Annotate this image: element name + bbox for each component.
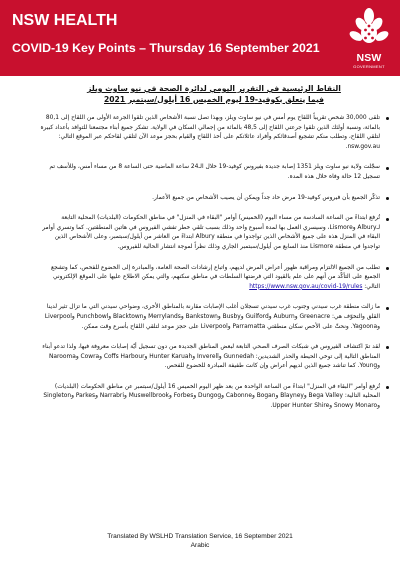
key-point-text: تطلب من الجميع الالتزام ومراقبة ظهور أعراض المرض لديهم، واتباع إرشادات الصحة العامة، والمبادرة إلى الخضوع للفحص، كما وتشجع الجميع على التأكّد من أنهم على علم بالقيود التي فرضتها السلطات في مناطق سكنهم، والتي يمكن الاطلاع عليها على الموقع الإلكتروني التالي: <box>51 264 380 290</box>
waratah-icon <box>347 6 391 52</box>
header-title: NSW HEALTH <box>12 12 118 29</box>
key-point-with-link <box>38 264 380 293</box>
key-point: سجّلت ولاية نيو ساوث ويلز 1351 إصابة جديدة بفيروس كوفيد-19 خلال الـ24 ساعة الماضية حتى الساعة 8 من مساء أمس، وللأسف تم تسجيل 12 حالة وفاة خلال هذه المدة. <box>38 163 380 182</box>
language-label: Arabic <box>190 541 210 549</box>
key-point: تذكّر الجميع بأن فيروس كوفيد-19 مرض حاد جداً ويمكن أن يصيب الأشخاص من جميع الأعمار. <box>38 194 380 204</box>
key-point: تُرفع أوامر "البقاء في المنزل" ابتداءً من الساعة الواحدة من بعد ظهر اليوم الخميس 16 أيلول/سبتمبر عن مناطق الحكومات (البلديات) المحلية التالية: Bega Valley وBlayney وBogan وCabonne وDungog وForbes وMuswellbrook وNarrabri وParkes وSingleton وSnowy Monaro وUpper Hunter Shire. <box>38 383 380 412</box>
header-banner <box>0 0 400 76</box>
footer <box>0 533 400 550</box>
document-title-line-2: فيما يتعلق بكوفيد-19 ليوم الخميس 16 أيلول/سبتمبر 2021 <box>103 94 325 104</box>
document-title-line-1: النقاط الرئيسية في التقرير اليومي لدائرة الصحة في نيو ساوث ويلز <box>87 84 341 93</box>
document-body <box>38 84 390 423</box>
logo-wordmark: NSW <box>356 52 382 64</box>
rules-link[interactable]: https://www.nsw.gov.au/covid-19/rules <box>249 283 363 290</box>
translation-credit: Translated By WSLHD Translation Service, 16 September 2021 <box>107 533 293 540</box>
key-point: ما زالت منطقة غرب سيدني وجنوب غرب سيدني تسجلان أغلب الإصابات مقارنة بالمناطق الأخرى، وضواحي سيدني التي ما تزال تثير لدينا القلق والتخوّف هي: Greenacre وAuburn وGuilford وBusby وBankstown وMerrylands وBlacktown وPunchbowl وLiverpool وYagoona. ونحثّ على الأخص سكان منطقتي Parramatta وLiverpool على حجز موعد لتلقي اللقاح بأسرع وقت ممكن. <box>38 303 380 332</box>
document-title <box>38 84 390 105</box>
key-point: تُرفع ابتداءً من الساعة السادسة من مساء اليوم (الخميس) أوامر "البقاء في المنزل" في مناطق الحكومات (البلديات) المحلية التابعة لـAlbury وLismore، وسيسري العمل بها لمدة أسبوع واحد وذلك بسبب تلقي خطر تفشي الفيروس في هاتين المنطقتين. كما وتسري أوامر البقاء في المنزل هذه على جميع الأشخاص الذين تواجدوا في منطقة Albury ابتداءً من العاشر من أيلول/سبتمبر، وعلى الأشخاص الذين تواجدوا في منطقة Lismore منذ السابع من أيلول/سبتمبر الجاري وذلك نظراً لموجة انتشار الحالية للفيروس. <box>38 214 380 252</box>
key-points-list <box>38 114 390 412</box>
key-point: تلقى 30,000 شخص تقريباً اللقاح يوم أمس في نيو ساوث ويلز، وبهذا تصل نسبة الأشخاص الذين تلقوا الجرعة الأولى من اللقاح إلى 80,1 بالمائة، ونسبة أولئك الذين تلقوا جرعتي اللقاح إلى 48,5 بالمائة من إجمالي السكان في الولاية. تشكر جميع أبناء مجتمعنا للتوافد بأعداد كبيرة لتلقي اللقاح، وتطلب منكم تشجيع أصدقائكم وأفراد عائلاتكم على أخذ اللقاح والقيام بحجز موعد الآن لتلقي لقاحكم عبر الموقع التالي: nsw.gov.au. <box>38 114 380 152</box>
nsw-government-logo <box>347 6 391 72</box>
logo-caption: GOVERNMENT <box>353 64 385 69</box>
header-subtitle: COVID-19 Key Points – Thursday 16 September 2021 <box>12 41 320 55</box>
key-point: لقد تمّ اكتشاف الفيروس في شبكات الصرف الصحي التابعة لبعض المناطق الجديدة من دون تسجيل أيّة إصابات معروفة فيها، ولذا تدعو أبناء المناطق التالية إلى توخي الحيطة والحذر الشديدين: Gunnedah وInverell وHunter Karuah وCoffs Harbour وCowra وNarooma وYoung. كما تناشد جميع الذين لديهم أعراض وإن كانت طفيفة المبادرة للخضوع للفحص. <box>38 343 380 372</box>
